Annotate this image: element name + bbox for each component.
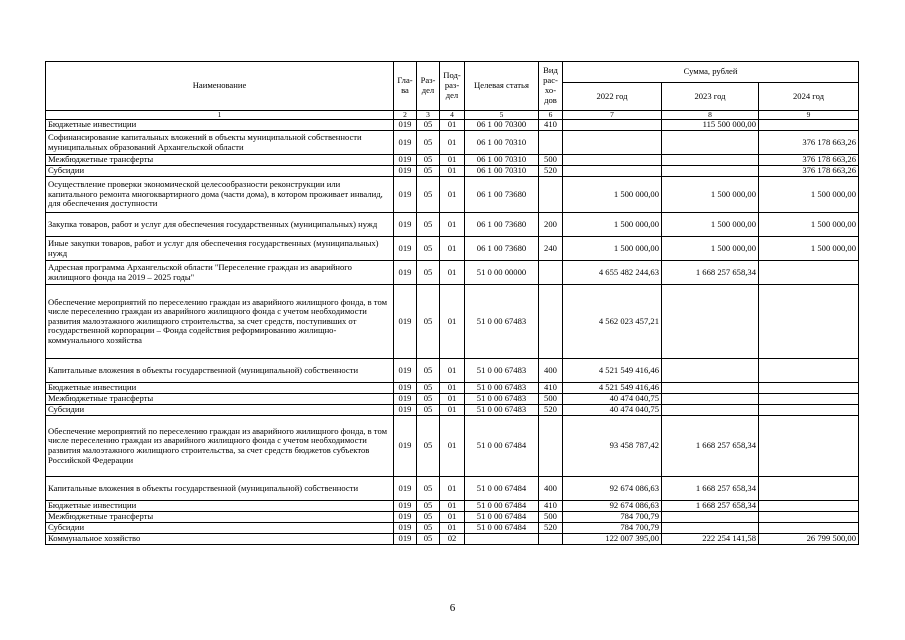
row-vid-cell: 410 (539, 501, 563, 512)
row-vid-cell: 400 (539, 477, 563, 501)
row-glava-cell: 019 (394, 477, 417, 501)
row-target-cell: 06 1 00 70310 (465, 131, 539, 155)
row-name-cell: Осуществление проверки экономической целесообразности реконструкции или капитального ремонта многоквартирного дома (части дома), в котором проживает инвалид, для обеспечения доступности (46, 177, 394, 213)
row-sum-2023-cell (662, 523, 759, 534)
row-sum-2022-cell: 4 521 549 416,46 (563, 359, 662, 383)
row-target-cell: 51 0 00 00000 (465, 261, 539, 285)
row-name-cell: Софинансирование капитальных вложений в объекты муниципальной собственности муниципальных образований Архангельской области (46, 131, 394, 155)
header-name: Наименование (46, 62, 394, 111)
table-row (46, 213, 859, 237)
row-sum-2024-cell: 1 500 000,00 (759, 237, 859, 261)
header-razdel: Раз-дел (417, 62, 440, 111)
row-razdel-cell: 05 (417, 501, 440, 512)
table-row (46, 359, 859, 383)
row-sum-2024-cell: 1 500 000,00 (759, 177, 859, 213)
row-podrazdel-cell: 01 (440, 120, 465, 131)
row-name-cell: Адресная программа Архангельской области "Переселение граждан из аварийного жилищного фонда на 2019 – 2025 годы" (46, 261, 394, 285)
row-sum-2023-cell (662, 285, 759, 359)
row-name-cell: Иные закупки товаров, работ и услуг для обеспечения государственных (муниципальных) нужд (46, 237, 394, 261)
row-podrazdel-cell: 01 (440, 512, 465, 523)
row-sum-2022-cell: 93 458 787,42 (563, 416, 662, 477)
row-vid-cell: 520 (539, 523, 563, 534)
row-razdel-cell: 05 (417, 166, 440, 177)
row-target-cell: 06 1 00 73680 (465, 213, 539, 237)
row-glava-cell: 019 (394, 261, 417, 285)
row-razdel-cell: 05 (417, 394, 440, 405)
row-sum-2022-cell: 4 562 023 457,21 (563, 285, 662, 359)
column-number: 2 (394, 111, 417, 120)
row-sum-2022-cell: 1 500 000,00 (563, 237, 662, 261)
row-name-cell: Межбюджетные трансферты (46, 512, 394, 523)
row-sum-2023-cell: 1 500 000,00 (662, 177, 759, 213)
row-sum-2023-cell: 1 500 000,00 (662, 213, 759, 237)
row-sum-2023-cell: 222 254 141,58 (662, 534, 759, 545)
row-podrazdel-cell: 01 (440, 285, 465, 359)
row-glava-cell: 019 (394, 237, 417, 261)
column-number: 3 (417, 111, 440, 120)
row-sum-2024-cell (759, 383, 859, 394)
row-target-cell: 06 1 00 70300 (465, 120, 539, 131)
row-name-cell: Субсидии (46, 166, 394, 177)
row-sum-2023-cell (662, 383, 759, 394)
row-target-cell: 51 0 00 67483 (465, 359, 539, 383)
row-sum-2023-cell (662, 512, 759, 523)
row-name-cell: Капитальные вложения в объекты государственной (муниципальной) собственности (46, 477, 394, 501)
table-row (46, 237, 859, 261)
row-name-cell: Межбюджетные трансферты (46, 394, 394, 405)
row-sum-2022-cell: 784 700,79 (563, 512, 662, 523)
row-sum-2023-cell (662, 166, 759, 177)
row-sum-2024-cell: 376 178 663,26 (759, 131, 859, 155)
table-row (46, 512, 859, 523)
table-row (46, 477, 859, 501)
row-sum-2022-cell (563, 155, 662, 166)
row-vid-cell: 500 (539, 155, 563, 166)
row-razdel-cell: 05 (417, 534, 440, 545)
row-podrazdel-cell: 01 (440, 405, 465, 416)
row-sum-2022-cell: 92 674 086,63 (563, 477, 662, 501)
row-podrazdel-cell: 01 (440, 383, 465, 394)
row-sum-2024-cell (759, 416, 859, 477)
row-name-cell: Субсидии (46, 523, 394, 534)
row-podrazdel-cell: 01 (440, 237, 465, 261)
row-razdel-cell: 05 (417, 177, 440, 213)
row-sum-2022-cell: 4 655 482 244,63 (563, 261, 662, 285)
row-razdel-cell: 05 (417, 213, 440, 237)
row-glava-cell: 019 (394, 394, 417, 405)
row-sum-2022-cell: 122 007 395,00 (563, 534, 662, 545)
row-sum-2024-cell: 1 500 000,00 (759, 213, 859, 237)
row-podrazdel-cell: 01 (440, 213, 465, 237)
row-vid-cell (539, 285, 563, 359)
row-sum-2023-cell: 1 500 000,00 (662, 237, 759, 261)
row-target-cell: 06 1 00 73680 (465, 177, 539, 213)
table-row (46, 405, 859, 416)
row-target-cell: 06 1 00 73680 (465, 237, 539, 261)
row-target-cell (465, 534, 539, 545)
row-vid-cell (539, 261, 563, 285)
row-sum-2022-cell (563, 166, 662, 177)
table-row (46, 501, 859, 512)
row-name-cell: Субсидии (46, 405, 394, 416)
row-podrazdel-cell: 01 (440, 131, 465, 155)
row-sum-2024-cell: 376 178 663,26 (759, 155, 859, 166)
row-sum-2024-cell (759, 285, 859, 359)
header-sum: Сумма, рублей (563, 62, 859, 83)
row-vid-cell: 410 (539, 383, 563, 394)
row-sum-2023-cell: 1 668 257 658,34 (662, 477, 759, 501)
row-sum-2023-cell (662, 155, 759, 166)
row-sum-2024-cell (759, 523, 859, 534)
row-razdel-cell: 05 (417, 237, 440, 261)
row-podrazdel-cell: 01 (440, 177, 465, 213)
row-sum-2022-cell: 40 474 040,75 (563, 394, 662, 405)
row-glava-cell: 019 (394, 523, 417, 534)
row-name-cell: Обеспечение мероприятий по переселению граждан из аварийного жилищного фонда, в том числе переселению граждан из аварийного жилищного фонда с учетом необходимости развития малоэтажного жилищного строительства, за счет средств, поступивших от государственной корпорации – Фонда содействия реформированию жилищно-коммунального хозяйства (46, 285, 394, 359)
row-vid-cell: 500 (539, 512, 563, 523)
row-razdel-cell: 05 (417, 405, 440, 416)
row-vid-cell (539, 177, 563, 213)
column-number: 6 (539, 111, 563, 120)
row-podrazdel-cell: 01 (440, 166, 465, 177)
row-name-cell: Межбюджетные трансферты (46, 155, 394, 166)
row-razdel-cell: 05 (417, 131, 440, 155)
row-sum-2022-cell: 784 700,79 (563, 523, 662, 534)
row-sum-2024-cell (759, 405, 859, 416)
row-podrazdel-cell: 01 (440, 394, 465, 405)
row-target-cell: 06 1 00 70310 (465, 166, 539, 177)
table-row (46, 166, 859, 177)
table-row (46, 383, 859, 394)
row-glava-cell: 019 (394, 213, 417, 237)
row-glava-cell: 019 (394, 534, 417, 545)
column-number: 9 (759, 111, 859, 120)
row-target-cell: 06 1 00 70310 (465, 155, 539, 166)
row-sum-2022-cell (563, 131, 662, 155)
row-glava-cell: 019 (394, 166, 417, 177)
row-name-cell: Бюджетные инвестиции (46, 383, 394, 394)
row-vid-cell: 520 (539, 166, 563, 177)
table-row (46, 394, 859, 405)
row-vid-cell: 520 (539, 405, 563, 416)
row-podrazdel-cell: 01 (440, 261, 465, 285)
row-vid-cell: 400 (539, 359, 563, 383)
table-row (46, 177, 859, 213)
table-row (46, 416, 859, 477)
row-sum-2023-cell (662, 394, 759, 405)
row-glava-cell: 019 (394, 405, 417, 416)
row-glava-cell: 019 (394, 131, 417, 155)
row-glava-cell: 019 (394, 416, 417, 477)
row-glava-cell: 019 (394, 383, 417, 394)
row-razdel-cell: 05 (417, 155, 440, 166)
row-vid-cell (539, 131, 563, 155)
row-name-cell: Бюджетные инвестиции (46, 120, 394, 131)
row-sum-2024-cell (759, 477, 859, 501)
row-glava-cell: 019 (394, 512, 417, 523)
row-sum-2023-cell: 1 668 257 658,34 (662, 501, 759, 512)
row-sum-2023-cell: 1 668 257 658,34 (662, 261, 759, 285)
row-target-cell: 51 0 00 67484 (465, 477, 539, 501)
column-number: 8 (662, 111, 759, 120)
row-razdel-cell: 05 (417, 523, 440, 534)
row-target-cell: 51 0 00 67483 (465, 405, 539, 416)
row-glava-cell: 019 (394, 177, 417, 213)
row-sum-2023-cell (662, 359, 759, 383)
page-number: 6 (449, 602, 456, 614)
row-razdel-cell: 05 (417, 285, 440, 359)
row-sum-2024-cell (759, 359, 859, 383)
row-name-cell: Коммунальное хозяйство (46, 534, 394, 545)
row-podrazdel-cell: 01 (440, 523, 465, 534)
row-glava-cell: 019 (394, 285, 417, 359)
row-podrazdel-cell: 01 (440, 359, 465, 383)
row-sum-2022-cell: 40 474 040,75 (563, 405, 662, 416)
table-row (46, 155, 859, 166)
header-glava: Гла-ва (394, 62, 417, 111)
row-razdel-cell: 05 (417, 477, 440, 501)
column-number: 1 (46, 111, 394, 120)
row-razdel-cell: 05 (417, 120, 440, 131)
row-vid-cell: 410 (539, 120, 563, 131)
row-razdel-cell: 05 (417, 383, 440, 394)
row-sum-2022-cell: 92 674 086,63 (563, 501, 662, 512)
row-sum-2024-cell (759, 394, 859, 405)
row-sum-2024-cell: 26 799 500,00 (759, 534, 859, 545)
row-target-cell: 51 0 00 67484 (465, 523, 539, 534)
row-target-cell: 51 0 00 67484 (465, 512, 539, 523)
row-sum-2022-cell: 1 500 000,00 (563, 213, 662, 237)
row-podrazdel-cell: 01 (440, 477, 465, 501)
row-vid-cell: 500 (539, 394, 563, 405)
header-year-2023: 2023 год (662, 83, 759, 111)
row-target-cell: 51 0 00 67483 (465, 394, 539, 405)
header-year-2022: 2022 год (563, 83, 662, 111)
row-target-cell: 51 0 00 67484 (465, 416, 539, 477)
row-podrazdel-cell: 01 (440, 155, 465, 166)
row-podrazdel-cell: 02 (440, 534, 465, 545)
row-target-cell: 51 0 00 67484 (465, 501, 539, 512)
row-sum-2023-cell (662, 131, 759, 155)
column-number-row (46, 111, 859, 120)
column-number: 5 (465, 111, 539, 120)
budget-table (45, 61, 859, 545)
row-sum-2022-cell (563, 120, 662, 131)
header-year-2024: 2024 год (759, 83, 859, 111)
row-razdel-cell: 05 (417, 416, 440, 477)
row-sum-2024-cell: 376 178 663,26 (759, 166, 859, 177)
row-sum-2023-cell: 115 500 000,00 (662, 120, 759, 131)
row-name-cell: Капитальные вложения в объекты государственной (муниципальной) собственности (46, 359, 394, 383)
row-sum-2022-cell: 1 500 000,00 (563, 177, 662, 213)
row-sum-2024-cell (759, 261, 859, 285)
header-podrazdel: Под-раз-дел (440, 62, 465, 111)
row-vid-cell (539, 534, 563, 545)
table-row (46, 285, 859, 359)
row-razdel-cell: 05 (417, 512, 440, 523)
row-glava-cell: 019 (394, 155, 417, 166)
table-row (46, 131, 859, 155)
row-razdel-cell: 05 (417, 261, 440, 285)
row-razdel-cell: 05 (417, 359, 440, 383)
row-target-cell: 51 0 00 67483 (465, 383, 539, 394)
table-row (46, 120, 859, 131)
column-number: 7 (563, 111, 662, 120)
row-sum-2024-cell (759, 501, 859, 512)
column-number: 4 (440, 111, 465, 120)
row-name-cell: Обеспечение мероприятий по переселению граждан из аварийного жилищного фонда, в том числе переселению граждан из аварийного жилищного фонда с учетом необходимости развития малоэтажного жилищного строительства, за счет средств бюджетов субъектов Российской Федерации (46, 416, 394, 477)
row-glava-cell: 019 (394, 120, 417, 131)
row-glava-cell: 019 (394, 359, 417, 383)
row-target-cell: 51 0 00 67483 (465, 285, 539, 359)
row-vid-cell (539, 416, 563, 477)
row-podrazdel-cell: 01 (440, 416, 465, 477)
row-vid-cell: 240 (539, 237, 563, 261)
row-sum-2024-cell (759, 120, 859, 131)
table-row (46, 261, 859, 285)
row-sum-2023-cell: 1 668 257 658,34 (662, 416, 759, 477)
header-target: Целевая статья (465, 62, 539, 111)
row-podrazdel-cell: 01 (440, 501, 465, 512)
row-name-cell: Бюджетные инвестиции (46, 501, 394, 512)
row-vid-cell: 200 (539, 213, 563, 237)
table-row (46, 523, 859, 534)
row-sum-2024-cell (759, 512, 859, 523)
row-name-cell: Закупка товаров, работ и услуг для обеспечения государственных (муниципальных) нужд (46, 213, 394, 237)
row-sum-2022-cell: 4 521 549 416,46 (563, 383, 662, 394)
table-row (46, 534, 859, 545)
header-vid: Вид рас-хо-дов (539, 62, 563, 111)
row-sum-2023-cell (662, 405, 759, 416)
row-glava-cell: 019 (394, 501, 417, 512)
